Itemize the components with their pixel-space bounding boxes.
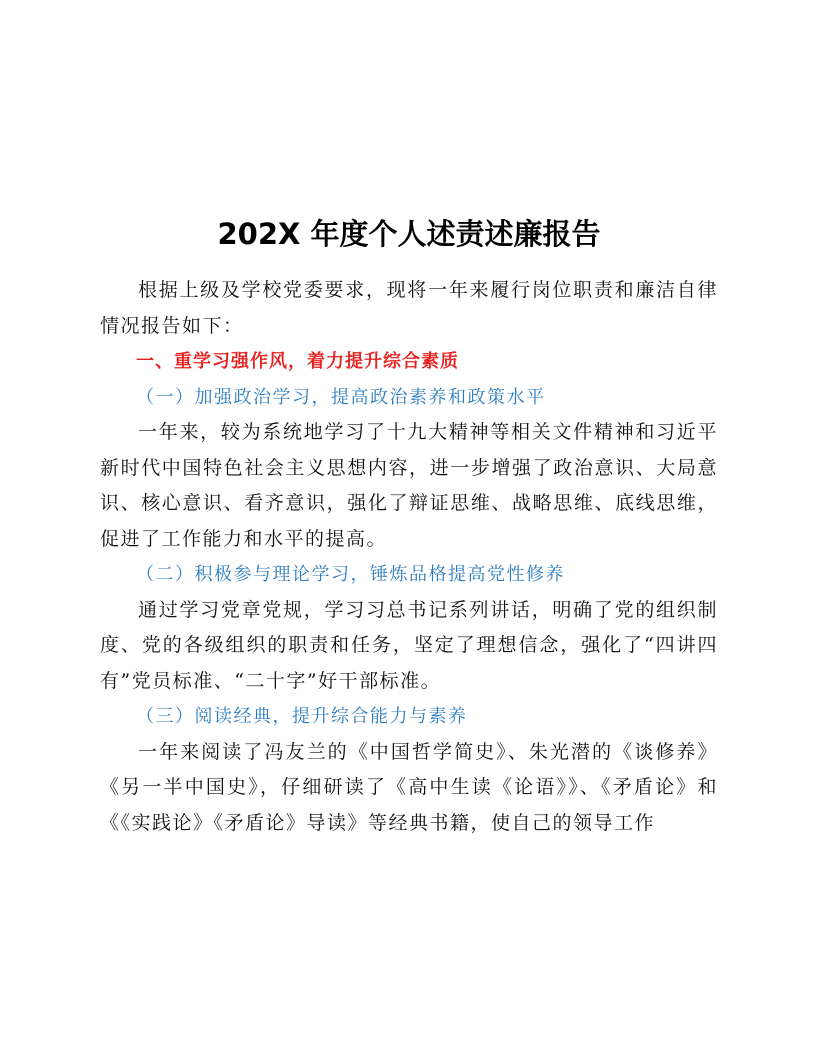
paragraph-intro: 根据上级及学校党委要求，现将一年来履行岗位职责和廉洁自律情况报告如下： — [100, 279, 718, 337]
document-content — [100, 212, 718, 841]
subsection-heading-3: （三）阅读经典，提升综合能力与素养 — [136, 706, 468, 727]
paragraph-reading: 一年来阅读了冯友兰的《中国哲学简史》、朱光潜的《谈修养》《另一半中国史》，仔细研读了《高中生读《论语》》、《矛盾论》和《《实践论》《矛盾论》导读》等经典书籍，使自己的领导工作 — [100, 740, 718, 834]
paragraph-theory-study: 通过学习党章党规，学习习总书记系列讲话，明确了党的组织制度、党的各级组织的职责和任务，坚定了理想信念，强化了“四讲四有”党员标准、“二十字”好干部标准。 — [100, 598, 718, 692]
document-title: 202X 年度个人述责述廉报告 — [217, 217, 601, 251]
subsection-heading-1: （一）加强政治学习，提高政治素养和政策水平 — [136, 386, 546, 408]
section-heading-1: 一、重学习强作风，着力提升综合素质 — [136, 351, 459, 372]
paragraph-political-study: 一年来，较为系统地学习了十九大精神等相关文件精神和习近平新时代中国特色社会主义思想内容，进一步增强了政治意识、大局意识、核心意识、看齐意识，强化了辩证思维、战略思维、底线思维，促进了工作能力和水平的提高。 — [100, 421, 718, 550]
subsection-heading-2: （二）积极参与理论学习，锤炼品格提高党性修养 — [136, 564, 565, 585]
